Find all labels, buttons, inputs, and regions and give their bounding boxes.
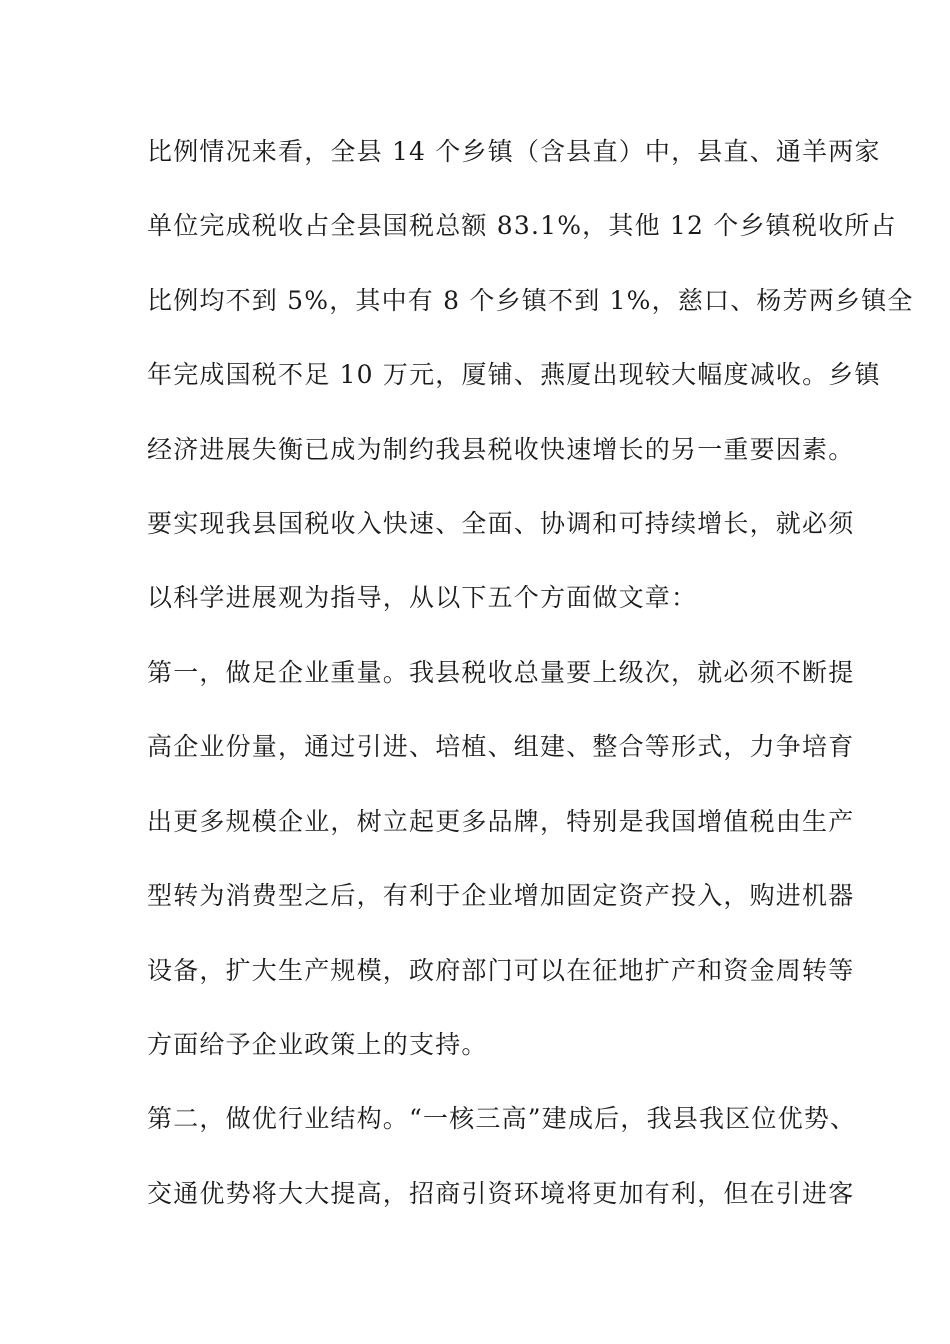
text-line: 出更多规模企业，树立起更多品牌，特别是我国增值税由生产 bbox=[147, 807, 855, 836]
text-line: 型转为消费型之后，有利于企业增加固定资产投入，购进机器 bbox=[147, 881, 855, 910]
text-line: 比例情况来看，全县 14 个乡镇（含县直）中，县直、通羊两家 bbox=[147, 137, 881, 166]
text-line: 高企业份量，通过引进、培植、组建、整合等形式，力争培育 bbox=[147, 732, 855, 761]
text-line: 第一，做足企业重量。我县税收总量要上级次，就必须不断提 bbox=[147, 658, 855, 687]
text-line: 单位完成税收占全县国税总额 83.1%，其他 12 个乡镇税收所占 bbox=[147, 211, 897, 240]
text-line: 比例均不到 5%，其中有 8 个乡镇不到 1%，慈口、杨芳两乡镇全 bbox=[147, 286, 914, 315]
text-line: 要实现我县国税收入快速、全面、协调和可持续增长，就必须 bbox=[147, 509, 855, 538]
text-line: 第二，做优行业结构。“一核三高”建成后，我县我区位优势、 bbox=[147, 1104, 857, 1133]
text-line: 经济进展失衡已成为制约我县税收快速增长的另一重要因素。 bbox=[147, 435, 855, 464]
text-line: 方面给予企业政策上的支持。 bbox=[147, 1030, 488, 1059]
text-line: 以科学进展观为指导，从以下五个方面做文章： bbox=[147, 583, 698, 612]
text-line: 交通优势将大大提高，招商引资环境将更加有利，但在引进客 bbox=[147, 1179, 855, 1208]
text-line: 年完成国税不足 10 万元，厦铺、燕厦出现较大幅度减收。乡镇 bbox=[147, 360, 881, 389]
text-line: 设备，扩大生产规模，政府部门可以在征地扩产和资金周转等 bbox=[147, 956, 855, 985]
